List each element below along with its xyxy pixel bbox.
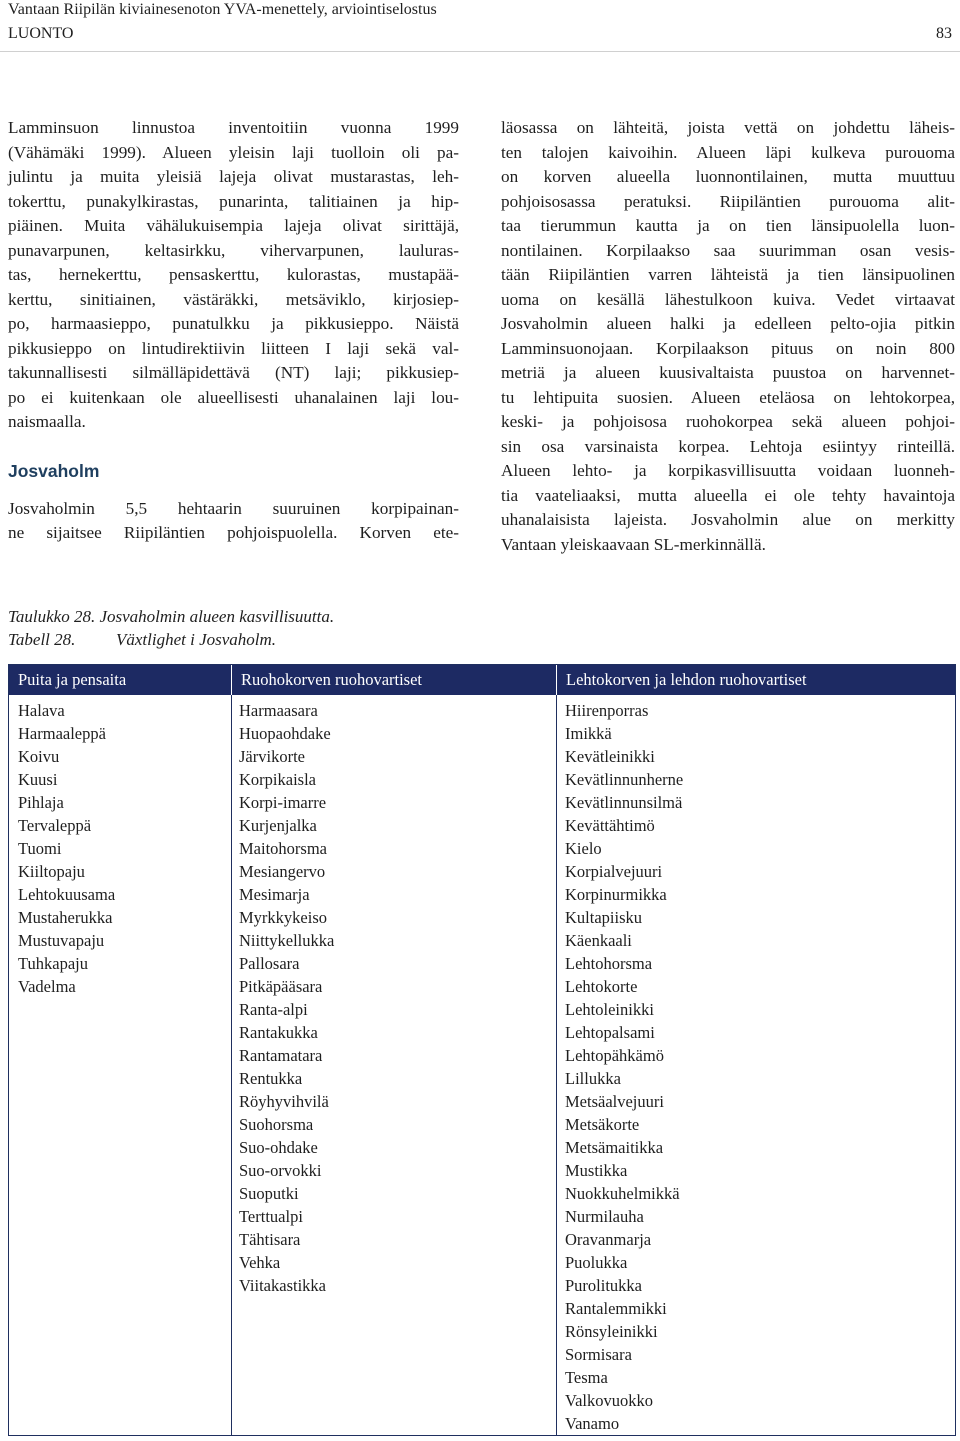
herb-rich-forest-list bbox=[565, 699, 683, 1435]
text-line: keski- ja pohjoisosa ruohokorpea sekä alueen pohjoi- bbox=[501, 412, 955, 431]
list-item: Lehtopähkämö bbox=[565, 1046, 664, 1065]
text-line: piäinen. Muita vähälukuisempia lajeja olivat sirittäjä, bbox=[8, 216, 459, 235]
text-line: naismaalla. bbox=[8, 412, 86, 431]
list-item: Korpi-imarre bbox=[239, 793, 327, 812]
text-line: pohjoisosassa peratuksi. Riipiläntien purouoma alit- bbox=[501, 191, 955, 211]
text-line: pikkusieppo on lintudirektiivin liitteen I laji sekä val- bbox=[8, 338, 459, 358]
text-line: on korven alueella luonnontilainen, mutta muuttuu bbox=[501, 167, 955, 186]
text-line: Alueen lehto- ja korpikasvillisuutta voidaan luonneh- bbox=[501, 461, 955, 480]
header-divider bbox=[0, 51, 960, 52]
list-item: Suoputki bbox=[239, 1184, 299, 1203]
list-item: Terttualpi bbox=[239, 1207, 303, 1226]
text-line: uhanalaisista lajeista. Josvaholmin alue on merkitty bbox=[501, 510, 955, 529]
list-item: Rönsyleinikki bbox=[565, 1322, 658, 1341]
list-item: Viitakastikka bbox=[239, 1276, 326, 1295]
list-item: Tähtisara bbox=[239, 1230, 301, 1249]
text-line: uoma on kesällä lähestulkoon kuiva. Vedet virtaavat bbox=[501, 289, 955, 309]
birds-paragraph bbox=[8, 116, 459, 435]
list-item: Metsämaitikka bbox=[565, 1138, 664, 1157]
list-item: Purolitukka bbox=[565, 1276, 642, 1295]
list-item: Käenkaali bbox=[565, 931, 632, 950]
list-item: Metsäkorte bbox=[565, 1115, 640, 1134]
text-line: po ei kuitenkaan ole alueellisesti uhanalainen laji lou- bbox=[8, 387, 459, 407]
list-item: Korpikaisla bbox=[239, 770, 316, 789]
table-caption-fi: Taulukko 28. Josvaholmin alueen kasvillisuutta. bbox=[8, 607, 335, 626]
list-item: Suohorsma bbox=[239, 1115, 314, 1134]
josvaholm-paragraph bbox=[8, 497, 459, 546]
list-item: Metsäalvejuuri bbox=[565, 1092, 664, 1111]
josvaholm-continued-paragraph bbox=[501, 116, 955, 557]
text-line: tu lehtipuita suosien. Alueen eteläosa on lehtokorpea, bbox=[501, 387, 955, 407]
list-item: Lehtohorsma bbox=[565, 954, 653, 973]
list-item: Kultapiisku bbox=[565, 908, 642, 927]
header-herb-rich-forest: Lehtokorven ja lehdon ruohovartiset bbox=[556, 665, 955, 695]
list-item: Hiirenporras bbox=[565, 701, 649, 720]
list-item: Vanamo bbox=[565, 1414, 620, 1433]
list-item: Mustaherukka bbox=[18, 908, 113, 927]
list-item: Järvikorte bbox=[239, 747, 305, 766]
list-item: Ranta-alpi bbox=[239, 1000, 308, 1019]
text-line: läosassa on lähteitä, joista vettä on johdettu läheis- bbox=[501, 118, 955, 137]
text-line: julintu ja muita yleisiä lajeja olivat mustarastas, leh- bbox=[8, 167, 459, 186]
right-column bbox=[501, 116, 955, 557]
list-item: Korpialvejuuri bbox=[565, 862, 663, 881]
text-line: Josvaholmin alueen halki ja edelleen pelto-ojia pitkin bbox=[501, 314, 955, 333]
list-item: Halava bbox=[18, 701, 65, 720]
list-item: Mustikka bbox=[565, 1161, 628, 1180]
list-item: Lehtokuusama bbox=[18, 885, 116, 904]
list-item: Puolukka bbox=[565, 1253, 628, 1272]
list-item: Vehka bbox=[239, 1253, 281, 1272]
left-column bbox=[8, 116, 459, 546]
table-caption-sv-text: Växtlighet i Josvaholm. bbox=[116, 630, 277, 649]
list-item: Imikkä bbox=[565, 724, 612, 743]
text-line: tia vaateliaaksi, mutta alueella ei ole tehty havaintoja bbox=[501, 485, 955, 505]
text-line: tään Riipiläntien varren lähteistä ja tien länsipuolinen bbox=[501, 265, 955, 284]
text-line: Vantaan yleiskaavaan SL-merkinnällä. bbox=[501, 534, 766, 554]
trees-shrubs-list bbox=[18, 699, 115, 998]
list-item: Pitkäpääsara bbox=[239, 977, 323, 996]
list-item: Valkovuokko bbox=[565, 1391, 653, 1410]
list-item: Myrkkykeiso bbox=[239, 908, 327, 927]
list-item: Suo-ohdake bbox=[239, 1138, 318, 1157]
text-line: nontilainen. Korpilaakso saa suurimman osan vesis- bbox=[501, 240, 955, 260]
list-item: Nuokkuhelmikkä bbox=[565, 1184, 680, 1203]
table-header-row bbox=[9, 665, 955, 695]
table-caption-sv-label: Tabell 28. bbox=[8, 630, 76, 649]
list-item: Tuhkapaju bbox=[18, 954, 88, 973]
list-item: Oravanmarja bbox=[565, 1230, 652, 1249]
list-item: Kiiltopaju bbox=[18, 862, 85, 881]
header-herbaceous-swamp: Ruohokorven ruohovartiset bbox=[231, 665, 556, 695]
list-item: Rantalemmikki bbox=[565, 1299, 667, 1318]
list-item: Pallosara bbox=[239, 954, 300, 973]
text-line: taa tierummun kautta ja on tien länsipuolella luon- bbox=[501, 216, 955, 235]
text-line: tokerttu, punakylkirastas, punarinta, talitiainen ja hip- bbox=[8, 191, 459, 211]
list-item: Harmaaleppä bbox=[18, 724, 106, 743]
list-item: Korpinurmikka bbox=[565, 885, 667, 904]
text-line: tas, hernekerttu, pensaskerttu, kulorastas, mustapää- bbox=[8, 265, 459, 284]
list-item: Tuomi bbox=[18, 839, 62, 858]
list-item: Kevättähtimö bbox=[565, 816, 655, 835]
list-item: Mustuvapaju bbox=[18, 931, 105, 950]
list-item: Kurjenjalka bbox=[239, 816, 317, 835]
list-item: Vadelma bbox=[18, 977, 76, 996]
list-item: Tervaleppä bbox=[18, 816, 92, 835]
text-line: po, harmaasieppo, punatulkku ja pikkusieppo. Näistä bbox=[8, 314, 459, 333]
text-line: metriä ja alueen kuusivaltaista puustoa on harvennet- bbox=[501, 363, 955, 382]
list-item: Rentukka bbox=[239, 1069, 303, 1088]
vegetation-table bbox=[8, 664, 956, 1436]
list-item: Kuusi bbox=[18, 770, 58, 789]
text-line: punavarpunen, keltasirkku, vihervarpunen, lauluras- bbox=[8, 240, 459, 260]
list-item: Koivu bbox=[18, 747, 60, 766]
header-trees-shrubs: Puita ja pensaita bbox=[18, 670, 127, 689]
list-item: Huopaohdake bbox=[239, 724, 331, 743]
list-item: Kevätleinikki bbox=[565, 747, 655, 766]
text-line: kerttu, sinitiainen, västäräkki, metsäviklo, kirjosiep- bbox=[8, 289, 459, 309]
list-item: Kevätlinnunherne bbox=[565, 770, 684, 789]
list-item: Sormisara bbox=[565, 1345, 632, 1364]
list-item: Kevätlinnunsilmä bbox=[565, 793, 683, 812]
column-divider bbox=[556, 695, 557, 1435]
text-line: Lamminsuon linnustoa inventoitiin vuonna 1999 bbox=[8, 118, 459, 137]
list-item: Tesma bbox=[565, 1368, 608, 1387]
list-item: Lillukka bbox=[565, 1069, 621, 1088]
text-line: (Vähämäki 1999). Alueen yleisin laji tuolloin oli pa- bbox=[8, 142, 459, 162]
list-item: Niittykellukka bbox=[239, 931, 335, 950]
list-item: Kielo bbox=[565, 839, 602, 858]
list-item: Lehtokorte bbox=[565, 977, 638, 996]
list-item: Mesiangervo bbox=[239, 862, 326, 881]
text-line: ten talojen kaivoihin. Alueen läpi kulkeva purouoma bbox=[501, 142, 955, 162]
herbaceous-swamp-list bbox=[239, 699, 334, 1297]
text-line: Josvaholmin 5,5 hehtaarin suuruinen korpipainan- bbox=[8, 498, 459, 518]
list-item: Harmaasara bbox=[239, 701, 318, 720]
josvaholm-heading: Josvaholm bbox=[8, 460, 100, 481]
list-item: Rantamatara bbox=[239, 1046, 323, 1065]
column-divider bbox=[231, 695, 232, 1435]
list-item: Nurmilauha bbox=[565, 1207, 644, 1226]
list-item: Mesimarja bbox=[239, 885, 310, 904]
list-item: Rantakukka bbox=[239, 1023, 318, 1042]
list-item: Maitohorsma bbox=[239, 839, 327, 858]
text-line: sin osa varsinaista korpea. Lehtoja esiintyy rinteillä. bbox=[501, 436, 955, 456]
table-caption-sv bbox=[8, 629, 276, 651]
running-header-section: LUONTO bbox=[8, 25, 74, 42]
text-line: ne sijaitsee Riipiläntien pohjoispuolella. Korven ete- bbox=[8, 523, 459, 542]
running-header-title: Vantaan Riipilän kiviainesenoton YVA-menettely, arviointiselostus bbox=[8, 1, 437, 18]
page-number: 83 bbox=[936, 25, 952, 42]
list-item: Suo-orvokki bbox=[239, 1161, 322, 1180]
list-item: Pihlaja bbox=[18, 793, 64, 812]
list-item: Röyhyvihvilä bbox=[239, 1092, 329, 1111]
text-line: takunnallisesti silmälläpidettävä (NT) laji; pikkusiep- bbox=[8, 363, 459, 382]
list-item: Lehtoleinikki bbox=[565, 1000, 654, 1019]
list-item: Lehtopalsami bbox=[565, 1023, 655, 1042]
text-line: Lamminsuonojaan. Korpilaakson pituus on noin 800 bbox=[501, 338, 955, 358]
